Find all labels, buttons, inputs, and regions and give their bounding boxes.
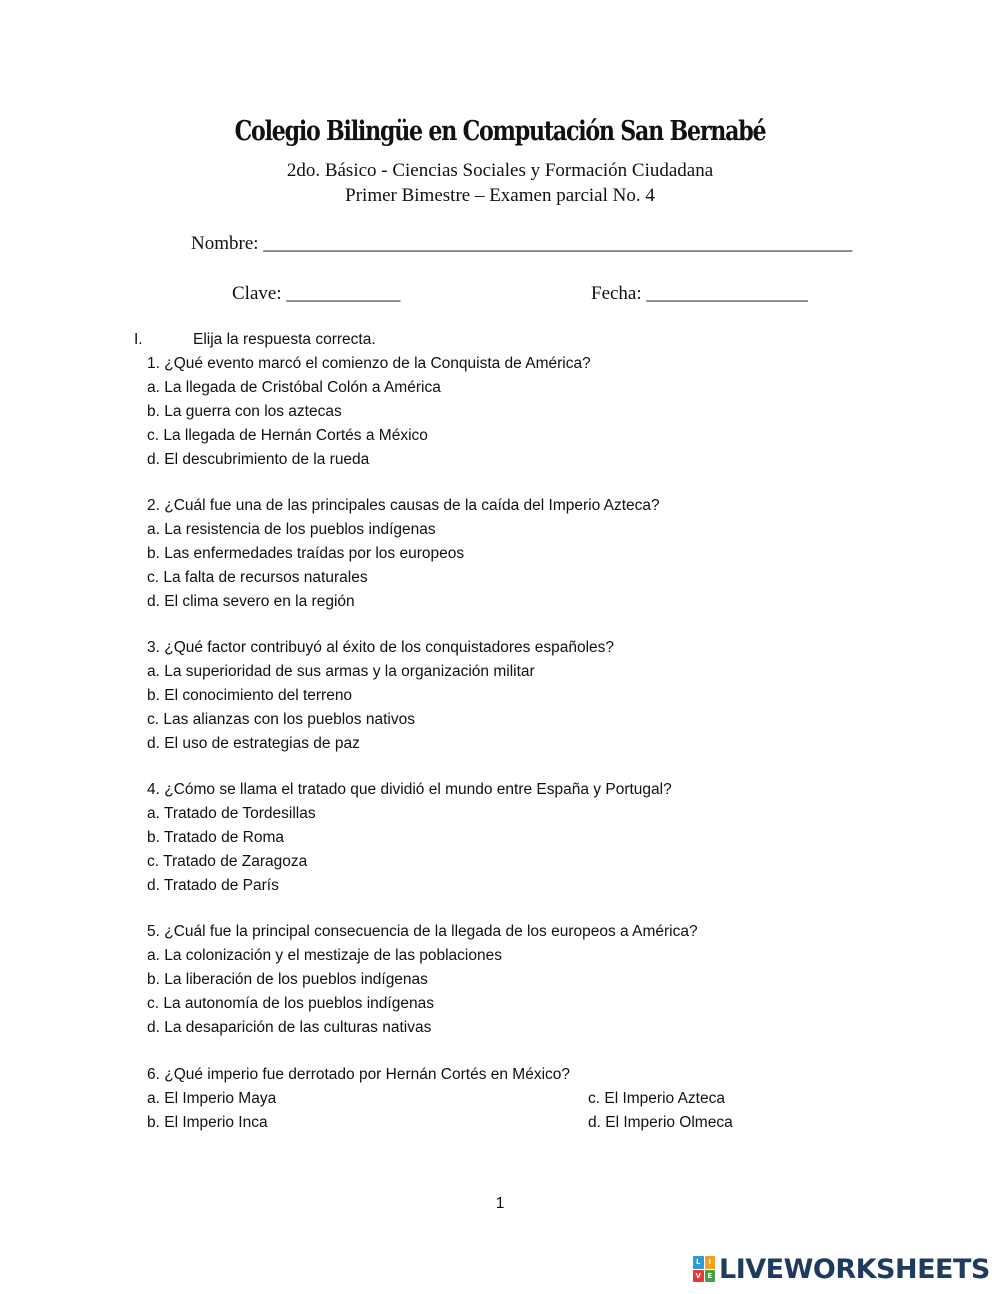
option-3b[interactable]: b. El conocimiento del terreno (147, 687, 353, 704)
option-1a[interactable]: a. La llegada de Cristóbal Colón a América (147, 379, 441, 396)
option-6b[interactable]: b. El Imperio Inca (147, 1114, 268, 1131)
fecha-field[interactable] (591, 283, 808, 305)
nombre-field[interactable] (191, 233, 852, 255)
section-number: I. (134, 331, 143, 348)
option-4b[interactable]: b. Tratado de Roma (147, 829, 284, 846)
question-5: 5. ¿Cuál fue la principal consecuencia de la llegada de los europeos a América? (147, 923, 698, 940)
option-1b[interactable]: b. La guerra con los aztecas (147, 403, 342, 420)
option-4d[interactable]: d. Tratado de París (147, 877, 279, 894)
question-3: 3. ¿Qué factor contribuyó al éxito de los conquistadores españoles? (147, 639, 614, 656)
option-5b[interactable]: b. La liberación de los pueblos indígenas (147, 971, 428, 988)
option-4a[interactable]: a. Tratado de Tordesillas (147, 805, 316, 822)
logo-tile-v: V (693, 1270, 704, 1283)
nombre-label: Nombre: (191, 233, 259, 254)
option-5d[interactable]: d. La desaparición de las culturas nativas (147, 1019, 432, 1036)
section-instruction: Elija la respuesta correcta. (193, 331, 376, 348)
option-2b[interactable]: b. Las enfermedades traídas por los europeos (147, 545, 465, 562)
fecha-line[interactable]: _________________ (646, 283, 808, 304)
clave-field[interactable] (232, 283, 400, 305)
liveworksheets-logo (693, 1253, 990, 1285)
question-2: 2. ¿Cuál fue una de las principales causas de la caída del Imperio Azteca? (147, 497, 660, 514)
option-6c[interactable]: c. El Imperio Azteca (588, 1090, 725, 1107)
option-2a[interactable]: a. La resistencia de los pueblos indígenas (147, 521, 436, 538)
option-4c[interactable]: c. Tratado de Zaragoza (147, 853, 308, 870)
exam-subtitle: Primer Bimestre – Examen parcial No. 4 (345, 185, 655, 206)
question-6: 6. ¿Qué imperio fue derrotado por Hernán Cortés en México? (147, 1066, 571, 1083)
logo-tile-e: E (705, 1270, 716, 1283)
option-3d[interactable]: d. El uso de estrategias de paz (147, 735, 360, 752)
logo-tile-l: L (693, 1256, 704, 1269)
liveworksheets-icon (693, 1256, 715, 1282)
page-number: 1 (495, 1195, 505, 1212)
school-name: Colegio Bilingüe en Computación San Bernabé (234, 116, 766, 147)
question-1: 1. ¿Qué evento marcó el comienzo de la Conquista de América? (147, 355, 591, 372)
option-5c[interactable]: c. La autonomía de los pueblos indígenas (147, 995, 434, 1012)
logo-tile-i: I (705, 1256, 716, 1269)
option-1d[interactable]: d. El descubrimiento de la rueda (147, 451, 370, 468)
nombre-line[interactable]: ______________________________________________________________ (263, 233, 853, 254)
option-6d[interactable]: d. El Imperio Olmeca (588, 1114, 733, 1131)
option-1c[interactable]: c. La llegada de Hernán Cortés a México (147, 427, 428, 444)
option-3a[interactable]: a. La superioridad de sus armas y la organización militar (147, 663, 535, 680)
question-4: 4. ¿Cómo se llama el tratado que dividió el mundo entre España y Portugal? (147, 781, 672, 798)
clave-line[interactable]: ____________ (286, 283, 401, 304)
liveworksheets-text: LIVEWORKSHEETS (719, 1253, 990, 1285)
clave-label: Clave: (232, 283, 282, 304)
option-6a[interactable]: a. El Imperio Maya (147, 1090, 277, 1107)
option-5a[interactable]: a. La colonización y el mestizaje de las poblaciones (147, 947, 502, 964)
option-2c[interactable]: c. La falta de recursos naturales (147, 569, 368, 586)
option-2d[interactable]: d. El clima severo en la región (147, 593, 355, 610)
option-3c[interactable]: c. Las alianzas con los pueblos nativos (147, 711, 415, 728)
course-subtitle: 2do. Básico - Ciencias Sociales y Formación Ciudadana (286, 160, 714, 181)
fecha-label: Fecha: (591, 283, 642, 304)
